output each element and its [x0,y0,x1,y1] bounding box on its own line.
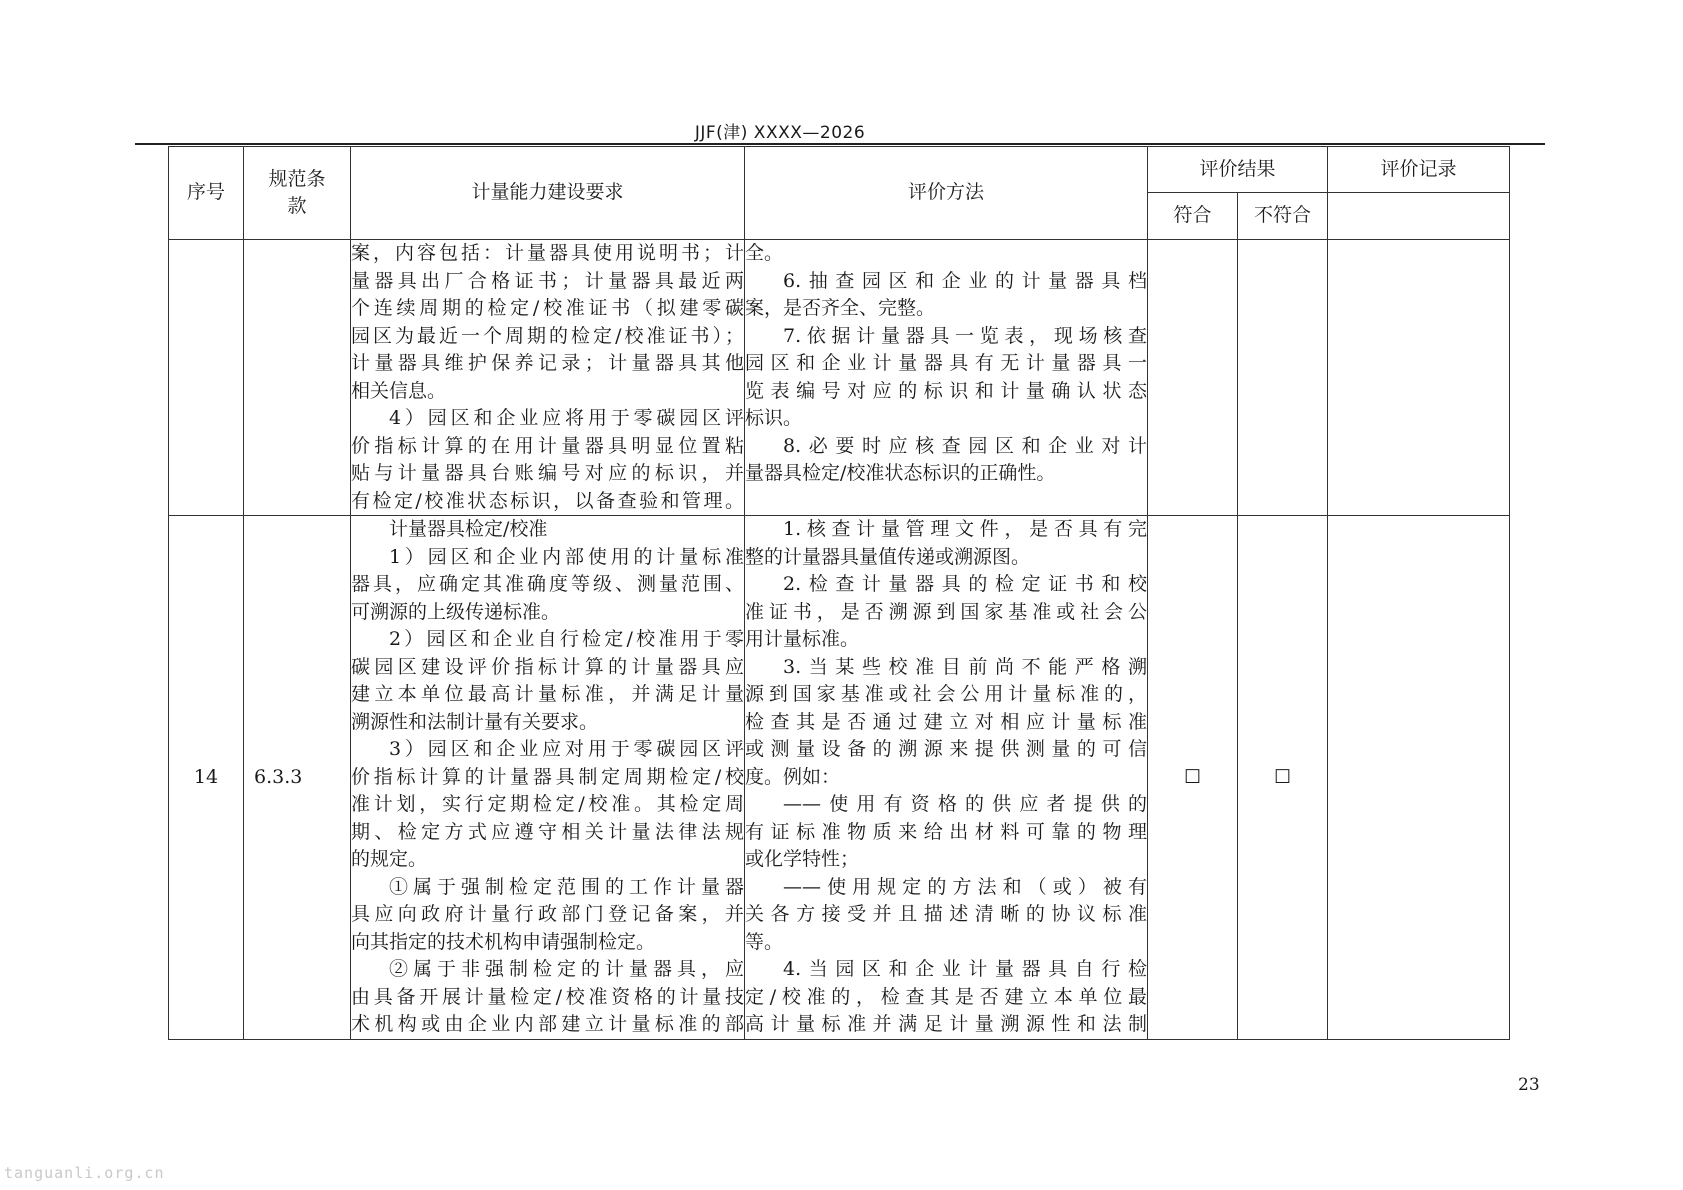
text-line: 术机构或由企业内部建立计量标准的部 [351,1013,744,1035]
nonconform-checkbox[interactable]: ☐ [1238,516,1328,1040]
text-line: 度。例如： [745,765,841,788]
header-result: 评价结果 [1148,147,1328,193]
row1-nonconform-cell [1238,240,1328,516]
header-rule [135,143,1545,145]
text-line: 7.依据计量器具一览表，现场核查 [783,324,1147,347]
row2-record-cell [1328,516,1510,1040]
text-line: 由具备开展计量检定/校准资格的计量技 [351,985,744,1008]
evaluation-table [168,146,1510,1040]
text-line: 园区为最近一个周期的检定/校准证书）； [351,324,744,347]
text-line: 案，是否齐全、完整。 [745,297,936,319]
text-line: ②属于非强制检定的计量器具，应 [389,958,744,980]
text-line: 关各方接受并且描述清晰的协议标准 [745,903,1147,925]
text-line: 或化学特性； [745,848,860,870]
text-line: 1.核查计量管理文件，是否具有完 [783,518,1147,540]
text-line: 定/校准的，检查其是否建立本单位最 [745,985,1147,1008]
conform-checkbox[interactable]: ☐ [1148,516,1238,1040]
text-line: 3）园区和企业应对用于零碳园区评 [389,738,744,760]
text-line: 准证书，是否溯源到国家基准或社会公 [745,600,1147,623]
text-line: 具应向政府计量行政部门登记备案，并 [351,903,744,925]
table-row [169,516,1510,1040]
row2-seq: 14 [169,516,244,1040]
text-line: 等。 [745,930,784,953]
text-line: 6.抽查园区和企业的计量器具档 [783,269,1147,292]
row2-requirement [351,516,745,1040]
header-conform: 符合 [1148,193,1238,240]
header-method: 评价方法 [745,147,1148,240]
text-line: 有检定/校准状态标识，以备查验和管理。 [351,489,744,512]
text-line: 览表编号对应的标识和计量确认状态 [745,379,1147,402]
text-line: 1）园区和企业内部使用的计量标准 [389,545,744,568]
page-number: 23 [1518,1075,1540,1095]
header-nonconform: 不符合 [1238,193,1328,240]
header-clause [244,147,351,240]
row1-conform-cell [1148,240,1238,516]
header-seq: 序号 [169,147,244,240]
text-line: 高计量标准并满足计量溯源性和法制 [745,1013,1147,1035]
text-line: ——使用有资格的供应者提供的 [783,793,1147,815]
row1-record-cell [1328,240,1510,516]
text-line: 检查其是否通过建立对相应计量标准 [745,710,1147,733]
text-line: 3.当某些校准目前尚不能严格溯 [783,655,1147,678]
row1-clause [244,240,351,516]
text-line: 2.检查计量器具的检定证书和校 [783,573,1147,595]
header-record: 评价记录 [1328,147,1510,193]
text-line: 2）园区和企业自行检定/校准用于零 [389,628,744,650]
text-line: 量器具出厂合格证书；计量器具最近两 [351,269,744,292]
table-row [169,240,1510,516]
text-line: 价指标计算的在用计量器具明显位置粘 [351,434,744,457]
row2-method [745,516,1148,1040]
header-record-sub [1328,193,1510,240]
text-line: 计量器具维护保养记录；计量器具其他 [351,352,744,374]
text-line: 贴与计量器具台账编号对应的标识，并 [351,462,744,484]
text-line: 溯源性和法制计量有关要求。 [351,710,599,733]
text-line: 个连续周期的检定/校准证书（拟建零碳 [351,297,744,319]
text-line: 器具，应确定其准确度等级、测量范围、 [351,573,744,595]
row1-requirement [351,240,745,516]
text-line: 价指标计算的计量器具制定周期检定/校 [351,765,744,788]
text-line: 向其指定的技术机构申请强制检定。 [351,930,656,953]
text-line: 准计划，实行定期检定/校准。其检定周 [351,793,744,815]
row1-seq [169,240,244,516]
text-line: 标识。 [745,407,803,429]
text-line: 整的计量器具量值传递或溯源图。 [745,545,1031,568]
text-line: 用计量标准。 [745,628,860,650]
text-line: 4）园区和企业应将用于零碳园区评 [389,407,744,429]
text-line: 期、检定方式应遵守相关计量法律法规 [351,820,744,843]
text-line: 相关信息。 [351,379,447,402]
text-line: 案，内容包括：计量器具使用说明书；计 [351,242,744,264]
text-line: ——使用规定的方法和（或）被有 [783,875,1147,898]
site-watermark: tanguanli.org.cn [4,1164,165,1182]
text-line: 有证标准物质来给出材料可靠的物理 [745,820,1147,843]
header-clause-text: 规范条款 [268,167,326,217]
text-line: 计量器具检定/校准 [389,518,548,540]
text-line: 园区和企业计量器具有无计量器具一 [745,352,1147,374]
text-line: 源到国家基准或社会公用计量标准的， [745,683,1147,705]
header-requirement: 计量能力建设要求 [351,147,745,240]
text-line: 全。 [745,242,784,264]
text-line: 建立本单位最高计量标准，并满足计量 [351,683,744,705]
text-line: 的规定。 [351,848,428,870]
text-line: ①属于强制检定范围的工作计量器 [389,875,744,898]
row2-clause: 6.3.3 [244,516,351,1040]
text-line: 量器具检定/校准状态标识的正确性。 [745,462,1056,484]
text-line: 碳园区建设评价指标计算的计量器具应 [351,655,744,678]
row1-method [745,240,1148,516]
text-line: 8.必要时应核查园区和企业对计 [783,434,1147,457]
document-code-header: JJF(津) XXXX—2026 [694,123,866,143]
text-line: 可溯源的上级传递标准。 [351,600,561,623]
text-line: 或测量设备的溯源来提供测量的可信 [745,738,1147,760]
text-line: 4.当园区和企业计量器具自行检 [783,958,1147,980]
